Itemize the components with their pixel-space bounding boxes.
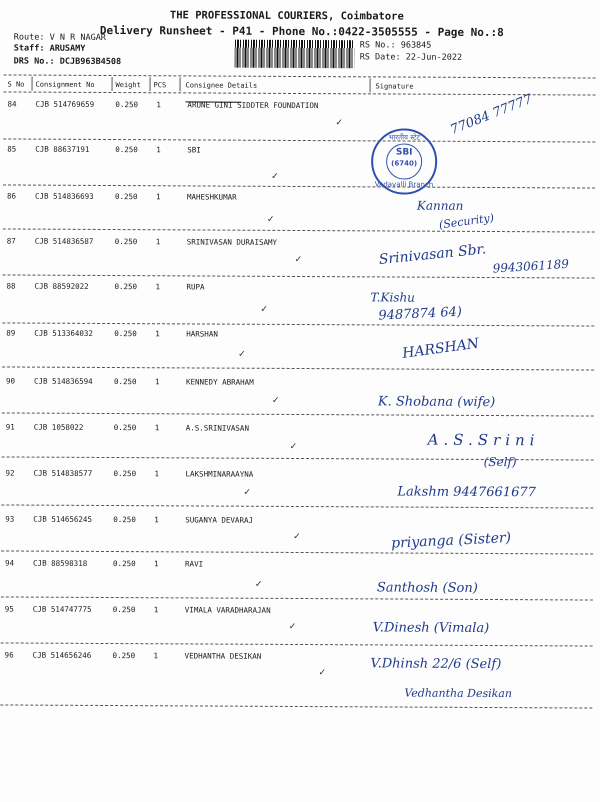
row-sno: 89 (6, 328, 16, 338)
row-sno: 85 (7, 144, 17, 154)
check-mark: ✓ (293, 531, 301, 543)
row-pcs: 1 (156, 145, 161, 155)
col-header-consignee: Consignee Details (185, 81, 258, 90)
drs-field (14, 57, 122, 68)
col-divider (180, 77, 181, 91)
rs-date-value: 22-Jun-2022 (405, 52, 463, 63)
rs-no-field (360, 40, 432, 50)
signature: Santhosh (Son) (376, 580, 478, 596)
signature: priyanga (Sister) (390, 529, 512, 552)
signature: (Security) (438, 211, 495, 232)
row-divider (2, 412, 594, 416)
row-weight: 0.250 (114, 192, 138, 202)
col-divider (32, 77, 33, 91)
row-consignee: LAKSHMINARAAYNA (185, 469, 254, 479)
stamp-bottom-text: Vadavalli Branch (374, 180, 434, 189)
row-weight: 0.250 (115, 100, 139, 110)
barcode (235, 40, 355, 69)
staff-label: Staff: (13, 43, 45, 54)
signature: T.Kishu (370, 290, 415, 305)
row-pcs: 1 (155, 282, 161, 292)
row-consignment: CJB 514838577 (33, 468, 93, 478)
row-weight: 0.250 (114, 237, 138, 247)
rs-date-label: RS Date: (359, 52, 401, 63)
row-divider (0, 704, 592, 708)
row-divider (2, 366, 594, 370)
row-consignment: CJB 1058022 (33, 422, 84, 432)
row-consignee: RAVI (185, 559, 204, 569)
drs-label: DRS No.: (13, 56, 55, 67)
row-weight: 0.250 (113, 423, 137, 433)
row-consignment: CJB 514769659 (35, 99, 95, 109)
col-divider (112, 77, 113, 91)
row-pcs: 1 (154, 515, 159, 525)
check-mark: ✓ (260, 304, 268, 315)
row-consignee: VEDHANTHA DESIKAN (184, 651, 262, 661)
signature: Lakshm 9447661677 (397, 484, 536, 501)
header-bottom-rule (4, 91, 596, 95)
row-sno: 90 (5, 376, 16, 386)
stamp-center: SBI (395, 147, 413, 158)
signature: 77084 77777 (448, 91, 535, 138)
col-header-signature: Signature (375, 82, 414, 91)
check-mark: ✓ (288, 621, 297, 632)
row-pcs: 1 (154, 377, 160, 387)
row-sno: 84 (7, 99, 17, 109)
row-consignment: CJB 513364032 (34, 328, 93, 338)
row-sno: 95 (4, 604, 14, 614)
row-consignee: SUGANYA DEVARAJ (185, 515, 254, 525)
row-consignee: MAHESHKUMAR (186, 192, 237, 202)
col-header-pcs: PCS (153, 81, 167, 90)
row-sno: 96 (4, 650, 14, 660)
signature: Srinivasan Sbr. (378, 241, 487, 269)
check-mark: ✓ (254, 579, 263, 590)
row-consignment: CJB 514836693 (34, 191, 94, 201)
check-mark: ✓ (271, 171, 279, 182)
rs-date-field (360, 52, 462, 63)
row-consignment: CJB 88598318 (33, 558, 88, 568)
col-divider (370, 78, 371, 92)
row-weight: 0.250 (114, 282, 138, 292)
staff-value: ARUSAMY (49, 43, 86, 54)
row-sno: 94 (5, 558, 15, 568)
signature: K. Shobana (wife) (377, 394, 496, 411)
row-consignee: SBI (187, 145, 201, 155)
row-weight: 0.250 (112, 605, 136, 615)
row-weight: 0.250 (113, 377, 137, 387)
col-divider (150, 77, 151, 91)
row-consignee: RUPA (186, 282, 205, 292)
row-consignee: HARSHAN (186, 329, 218, 339)
col-header-consignment: Consignment No (35, 80, 95, 89)
check-mark: ✓ (271, 395, 280, 406)
check-mark: ✓ (318, 668, 327, 679)
row-consignment: CJB 514747775 (32, 604, 92, 614)
row-consignee: KENNEDY ABRAHAM (185, 377, 254, 387)
row-sno: 88 (6, 281, 16, 291)
row-divider (1, 550, 593, 554)
row-weight: 0.250 (113, 515, 136, 525)
row-weight: 0.250 (114, 329, 137, 339)
check-mark: ✓ (238, 349, 246, 360)
row-sno: 87 (6, 236, 16, 246)
row-weight: 0.250 (113, 469, 137, 479)
row-consignee: SRINIVASAN DURAISAMY (186, 237, 278, 247)
check-mark: ✓ (266, 214, 275, 225)
signature-name: Vedhantha Desikan (404, 686, 512, 701)
bank-stamp (371, 128, 437, 194)
route-field (14, 33, 106, 43)
runsheet-subtitle: Delivery Runsheet - P41 - Phone No.:0422-3505555 - Page No.:8 (99, 23, 504, 40)
row-consignment: CJB 514656246 (32, 650, 92, 660)
row-sno: 86 (6, 191, 17, 201)
header-top-rule (4, 74, 596, 78)
row-divider (1, 642, 593, 646)
signature-phone: 9943061189 (492, 256, 570, 276)
check-mark: ✓ (243, 487, 251, 498)
signature: HARSHAN (401, 335, 480, 362)
col-header-sno: S No (7, 80, 25, 89)
row-divider (3, 184, 595, 188)
row-pcs: 1 (156, 100, 161, 110)
signature: (Self) (483, 454, 517, 470)
row-divider (3, 138, 595, 142)
row-sno: 93 (5, 514, 15, 524)
row-consignment: CJB 514836594 (33, 376, 93, 386)
check-mark: ✓ (335, 118, 343, 129)
row-divider (1, 504, 593, 508)
row-pcs: 1 (154, 469, 160, 479)
row-pcs: 1 (153, 651, 159, 661)
route-label: Route: (13, 32, 45, 43)
row-pcs: 1 (155, 192, 161, 202)
row-consignee: A.S.SRINIVASAN (185, 423, 249, 433)
row-divider (3, 274, 595, 278)
row-pcs: 1 (153, 605, 159, 615)
row-consignee: ARUNE GINI SIDDTER FOUNDATION (187, 100, 319, 111)
row-pcs: 1 (154, 559, 159, 569)
row-consignment: CJB 88637191 (35, 144, 90, 154)
row-divider (1, 596, 593, 600)
row-divider (2, 322, 594, 326)
check-mark: ✓ (289, 441, 298, 452)
row-weight: 0.250 (113, 559, 136, 569)
signature: Kannan (416, 198, 464, 213)
signature-phone: 9487874 64) (378, 304, 463, 324)
row-pcs: 1 (155, 237, 161, 247)
signature: V.Dinesh (Vimala) (372, 620, 490, 636)
stamp-code: (6740) (391, 159, 418, 168)
row-weight: 0.250 (115, 145, 138, 155)
row-consignment: CJB 514656245 (33, 514, 93, 524)
route-value: V N R NAGAR (49, 32, 106, 43)
drs-value: DCJB963B4508 (59, 56, 122, 68)
rs-no-label: RS No.: (359, 40, 396, 51)
row-pcs: 1 (154, 423, 160, 433)
row-sno: 91 (5, 422, 15, 432)
signature: A.S.Srini (427, 430, 540, 450)
check-mark: ✓ (294, 254, 303, 266)
row-divider (3, 228, 595, 232)
row-consignee: VIMALA VARADHARAJAN (184, 605, 271, 615)
row-sno: 92 (5, 468, 15, 478)
row-consignment: CJB 514836587 (34, 236, 94, 246)
row-consignment: CJB 88592022 (34, 281, 89, 291)
runsheet-title: THE PROFESSIONAL COURIERS, Coimbatore (169, 9, 404, 23)
row-pcs: 1 (155, 329, 160, 339)
row-weight: 0.250 (112, 651, 136, 661)
signature: V.Dhinsh 22/6 (Self) (370, 656, 502, 673)
col-header-weight: Weight (115, 81, 141, 90)
staff-field (14, 44, 86, 54)
rs-no-value: 963845 (400, 40, 432, 51)
stamp-top-text: भारतीय स्टेट (388, 133, 421, 142)
